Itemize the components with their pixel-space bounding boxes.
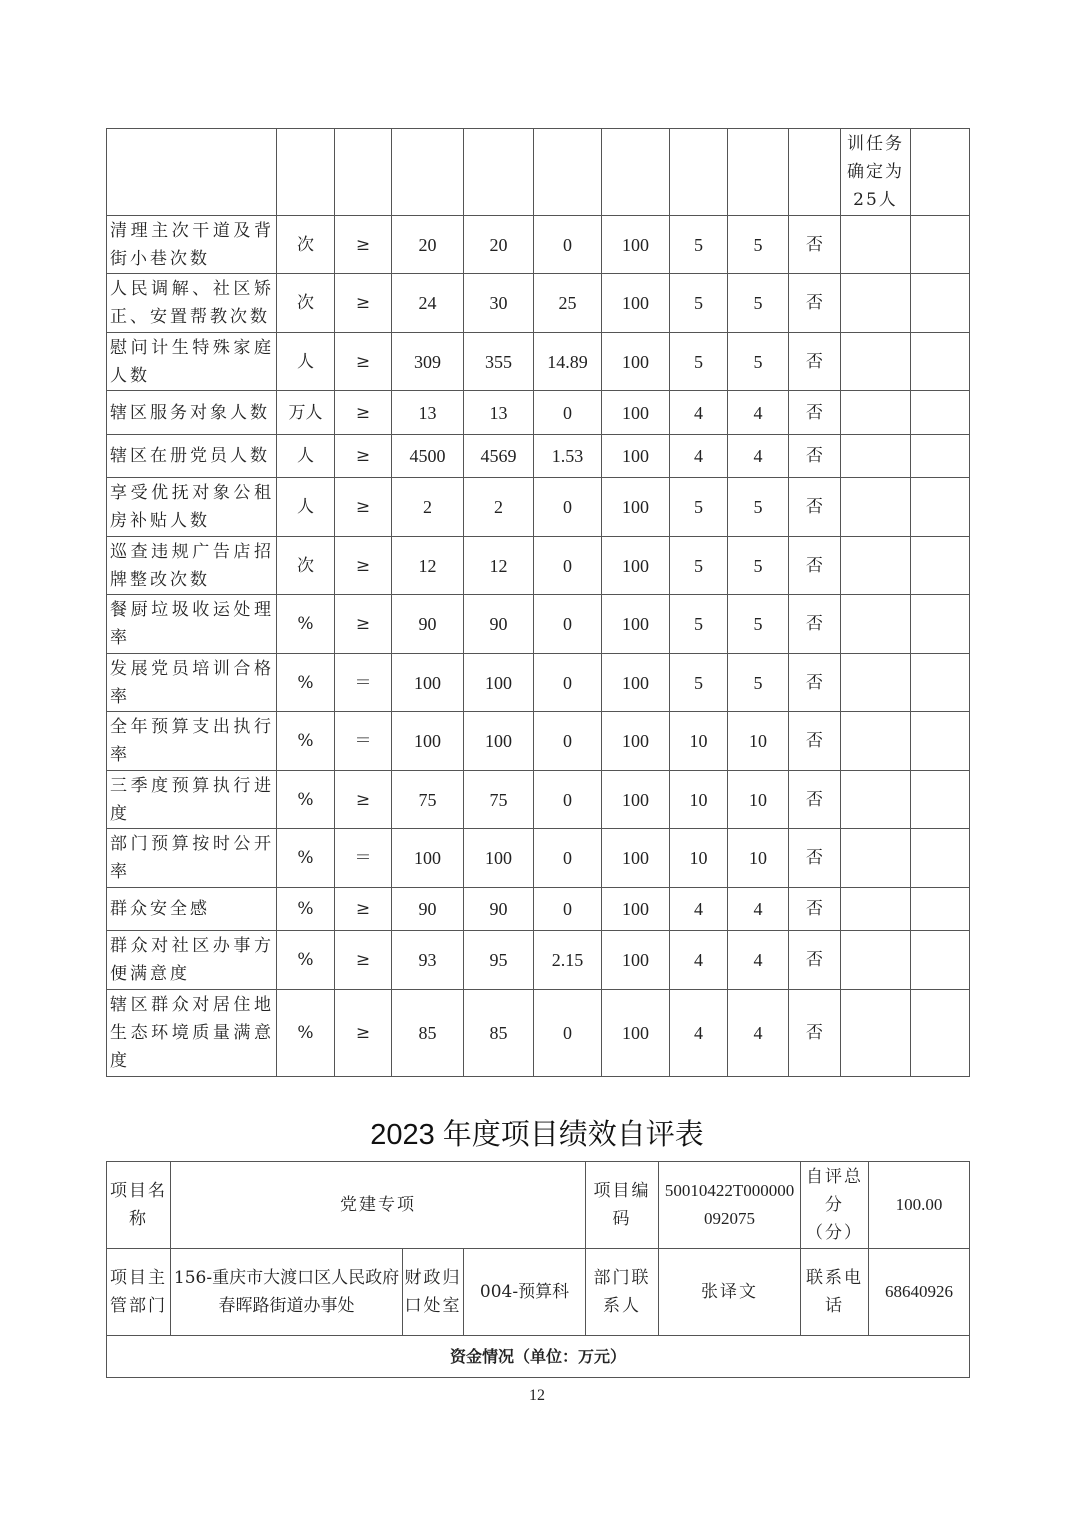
cell-weight: 5 xyxy=(670,537,728,595)
cell-unit: % xyxy=(277,771,335,829)
project-code-value: 50010422T000000092075 xyxy=(659,1162,801,1249)
cell-note: 训任务确定为25人 xyxy=(841,129,911,216)
cell-unit: 次 xyxy=(277,537,335,595)
cell-deviation: 14.89 xyxy=(534,333,602,391)
cell-op: ＝ xyxy=(335,829,392,888)
cell-score: 4 xyxy=(728,888,789,931)
cell-flag: 否 xyxy=(789,391,841,435)
finance-label: 财政归口处室 xyxy=(403,1249,464,1336)
cell-op: ≥ xyxy=(335,595,392,654)
table-row xyxy=(107,391,970,435)
cell-name: 部门预算按时公开率 xyxy=(107,829,277,888)
table-row xyxy=(107,595,970,654)
cell-op: ＝ xyxy=(335,712,392,771)
score-label: 自评总分（分） xyxy=(801,1162,869,1249)
cell-target: 13 xyxy=(392,391,464,435)
phone-value: 68640926 xyxy=(869,1249,970,1336)
cell-deviation: 0 xyxy=(534,888,602,931)
cell-unit: % xyxy=(277,654,335,712)
cell-score: 5 xyxy=(728,333,789,391)
cell-name: 清理主次干道及背街小巷次数 xyxy=(107,216,277,274)
cell-target: 90 xyxy=(392,595,464,654)
cell-deviation: 0 xyxy=(534,990,602,1077)
cell-deviation: 0 xyxy=(534,595,602,654)
cell-weight: 4 xyxy=(670,990,728,1077)
cell-weight: 5 xyxy=(670,216,728,274)
table-row xyxy=(107,712,970,771)
score-value: 100.00 xyxy=(869,1162,970,1249)
cell-rate: 100 xyxy=(602,829,670,888)
cell-target: 75 xyxy=(392,771,464,829)
cell-flag: 否 xyxy=(789,595,841,654)
cell-flag: 否 xyxy=(789,888,841,931)
project-code-label: 项目编码 xyxy=(586,1162,659,1249)
cell-empty xyxy=(841,654,911,712)
cell-actual: 85 xyxy=(464,990,534,1077)
cell-score: 5 xyxy=(728,595,789,654)
cell-name: 群众安全感 xyxy=(107,888,277,931)
cell-empty xyxy=(392,129,464,216)
cell-rate: 100 xyxy=(602,537,670,595)
cell-actual: 95 xyxy=(464,931,534,990)
cell-flag: 否 xyxy=(789,537,841,595)
cell-unit: % xyxy=(277,990,335,1077)
cell-unit: 次 xyxy=(277,274,335,333)
cell-deviation: 0 xyxy=(534,216,602,274)
cell-flag: 否 xyxy=(789,931,841,990)
cell-actual: 20 xyxy=(464,216,534,274)
cell-score: 5 xyxy=(728,654,789,712)
cell-deviation: 0 xyxy=(534,391,602,435)
cell-score: 10 xyxy=(728,712,789,771)
cell-empty xyxy=(911,829,970,888)
table-row xyxy=(107,333,970,391)
cell-unit: 万人 xyxy=(277,391,335,435)
table-row xyxy=(107,829,970,888)
dept-value: 156-重庆市大渡口区人民政府春晖路街道办事处 xyxy=(171,1249,403,1336)
cell-op: ＝ xyxy=(335,654,392,712)
cell-score: 4 xyxy=(728,931,789,990)
project-info-table xyxy=(106,1161,970,1378)
cell-empty xyxy=(602,129,670,216)
cell-empty xyxy=(534,129,602,216)
cell-score: 4 xyxy=(728,435,789,478)
cell-empty xyxy=(841,216,911,274)
cell-rate: 100 xyxy=(602,595,670,654)
cell-rate: 100 xyxy=(602,435,670,478)
cell-weight: 5 xyxy=(670,595,728,654)
cell-flag: 否 xyxy=(789,435,841,478)
cell-target: 100 xyxy=(392,654,464,712)
cell-name: 人民调解、社区矫正、安置帮教次数 xyxy=(107,274,277,333)
cell-op: ≥ xyxy=(335,931,392,990)
cell-weight: 10 xyxy=(670,829,728,888)
cell-actual: 100 xyxy=(464,712,534,771)
cell-actual: 90 xyxy=(464,595,534,654)
cell-name: 餐厨垃圾收运处理率 xyxy=(107,595,277,654)
cell-score: 5 xyxy=(728,478,789,537)
dept-label: 项目主管部门 xyxy=(107,1249,171,1336)
cell-deviation: 0 xyxy=(534,712,602,771)
cell-actual: 2 xyxy=(464,478,534,537)
cell-actual: 4569 xyxy=(464,435,534,478)
contact-value: 张译文 xyxy=(659,1249,801,1336)
cell-empty xyxy=(911,888,970,931)
table-row xyxy=(107,990,970,1077)
funds-heading: 资金情况（单位：万元） xyxy=(107,1336,970,1378)
contact-label: 部门联系人 xyxy=(586,1249,659,1336)
cell-weight: 4 xyxy=(670,931,728,990)
cell-weight: 5 xyxy=(670,274,728,333)
cell-target: 4500 xyxy=(392,435,464,478)
cell-weight: 5 xyxy=(670,333,728,391)
table-row xyxy=(107,216,970,274)
cell-name: 辖区在册党员人数 xyxy=(107,435,277,478)
cell-op: ≥ xyxy=(335,771,392,829)
cell-weight: 4 xyxy=(670,888,728,931)
cell-target: 93 xyxy=(392,931,464,990)
cell-empty xyxy=(670,129,728,216)
cell-target: 20 xyxy=(392,216,464,274)
table-row-partial xyxy=(107,129,970,216)
cell-flag: 否 xyxy=(789,333,841,391)
cell-empty xyxy=(841,888,911,931)
cell-empty xyxy=(911,435,970,478)
cell-target: 100 xyxy=(392,712,464,771)
table-row xyxy=(107,931,970,990)
cell-op: ≥ xyxy=(335,537,392,595)
cell-score: 5 xyxy=(728,537,789,595)
table-row xyxy=(107,274,970,333)
cell-name: 辖区服务对象人数 xyxy=(107,391,277,435)
cell-empty xyxy=(789,129,841,216)
cell-empty xyxy=(911,712,970,771)
cell-score: 10 xyxy=(728,829,789,888)
cell-empty xyxy=(728,129,789,216)
table-row xyxy=(107,654,970,712)
cell-weight: 10 xyxy=(670,712,728,771)
cell-rate: 100 xyxy=(602,216,670,274)
page-number: 12 xyxy=(529,1387,545,1404)
cell-empty xyxy=(911,595,970,654)
cell-target: 100 xyxy=(392,829,464,888)
cell-flag: 否 xyxy=(789,478,841,537)
cell-score: 4 xyxy=(728,990,789,1077)
cell-op: ≥ xyxy=(335,435,392,478)
cell-unit: % xyxy=(277,888,335,931)
cell-weight: 5 xyxy=(670,654,728,712)
cell-rate: 100 xyxy=(602,654,670,712)
cell-name: 群众对社区办事方便满意度 xyxy=(107,931,277,990)
cell-rate: 100 xyxy=(602,888,670,931)
cell-deviation: 0 xyxy=(534,478,602,537)
cell-score: 10 xyxy=(728,771,789,829)
cell-unit: 次 xyxy=(277,216,335,274)
cell-empty xyxy=(911,216,970,274)
table-row xyxy=(107,435,970,478)
table-row xyxy=(107,1336,970,1378)
cell-deviation: 0 xyxy=(534,771,602,829)
cell-flag: 否 xyxy=(789,712,841,771)
cell-flag: 否 xyxy=(789,990,841,1077)
cell-empty xyxy=(464,129,534,216)
cell-name: 三季度预算执行进度 xyxy=(107,771,277,829)
cell-deviation: 0 xyxy=(534,654,602,712)
cell-weight: 10 xyxy=(670,771,728,829)
cell-target: 309 xyxy=(392,333,464,391)
cell-rate: 100 xyxy=(602,333,670,391)
table-row xyxy=(107,478,970,537)
cell-empty xyxy=(841,537,911,595)
cell-actual: 30 xyxy=(464,274,534,333)
cell-name: 慰问计生特殊家庭人数 xyxy=(107,333,277,391)
cell-unit: % xyxy=(277,595,335,654)
cell-empty xyxy=(841,478,911,537)
cell-deviation: 2.15 xyxy=(534,931,602,990)
cell-flag: 否 xyxy=(789,274,841,333)
cell-score: 5 xyxy=(728,274,789,333)
cell-empty xyxy=(911,333,970,391)
cell-actual: 12 xyxy=(464,537,534,595)
cell-empty xyxy=(911,931,970,990)
cell-rate: 100 xyxy=(602,771,670,829)
cell-actual: 13 xyxy=(464,391,534,435)
cell-op: ≥ xyxy=(335,391,392,435)
cell-target: 2 xyxy=(392,478,464,537)
cell-empty xyxy=(911,391,970,435)
cell-name: 巡查违规广告店招牌整改次数 xyxy=(107,537,277,595)
cell-name: 辖区群众对居住地生态环境质量满意度 xyxy=(107,990,277,1077)
cell-empty xyxy=(841,829,911,888)
cell-flag: 否 xyxy=(789,216,841,274)
cell-actual: 355 xyxy=(464,333,534,391)
cell-rate: 100 xyxy=(602,712,670,771)
cell-flag: 否 xyxy=(789,771,841,829)
cell-rate: 100 xyxy=(602,478,670,537)
cell-empty xyxy=(335,129,392,216)
table-row xyxy=(107,537,970,595)
cell-name: 发展党员培训合格率 xyxy=(107,654,277,712)
cell-empty xyxy=(841,274,911,333)
cell-empty xyxy=(911,771,970,829)
cell-name: 享受优抚对象公租房补贴人数 xyxy=(107,478,277,537)
table-row xyxy=(107,888,970,931)
cell-empty xyxy=(841,595,911,654)
cell-empty xyxy=(911,654,970,712)
cell-target: 12 xyxy=(392,537,464,595)
cell-op: ≥ xyxy=(335,216,392,274)
cell-rate: 100 xyxy=(602,990,670,1077)
cell-deviation: 1.53 xyxy=(534,435,602,478)
table-row xyxy=(107,1162,970,1249)
cell-weight: 4 xyxy=(670,391,728,435)
cell-rate: 100 xyxy=(602,391,670,435)
cell-rate: 100 xyxy=(602,931,670,990)
cell-name: 全年预算支出执行率 xyxy=(107,712,277,771)
cell-unit: % xyxy=(277,712,335,771)
cell-empty xyxy=(841,931,911,990)
finance-value: 004-预算科 xyxy=(464,1249,586,1336)
cell-actual: 100 xyxy=(464,829,534,888)
cell-empty xyxy=(911,478,970,537)
indicator-table xyxy=(106,128,970,1077)
cell-op: ≥ xyxy=(335,274,392,333)
cell-op: ≥ xyxy=(335,990,392,1077)
cell-rate: 100 xyxy=(602,274,670,333)
cell-score: 4 xyxy=(728,391,789,435)
cell-unit: 人 xyxy=(277,333,335,391)
cell-op: ≥ xyxy=(335,478,392,537)
cell-target: 85 xyxy=(392,990,464,1077)
cell-weight: 5 xyxy=(670,478,728,537)
cell-flag: 否 xyxy=(789,654,841,712)
cell-unit: % xyxy=(277,829,335,888)
cell-unit: % xyxy=(277,931,335,990)
table-row xyxy=(107,771,970,829)
cell-empty xyxy=(911,274,970,333)
cell-empty xyxy=(841,771,911,829)
cell-weight: 4 xyxy=(670,435,728,478)
cell-empty xyxy=(277,129,335,216)
cell-empty xyxy=(841,712,911,771)
cell-empty xyxy=(841,990,911,1077)
cell-deviation: 25 xyxy=(534,274,602,333)
cell-empty xyxy=(911,129,970,216)
cell-actual: 75 xyxy=(464,771,534,829)
cell-deviation: 0 xyxy=(534,829,602,888)
cell-deviation: 0 xyxy=(534,537,602,595)
project-name-value: 党建专项 xyxy=(171,1162,586,1249)
section-title: 2023 年度项目绩效自评表 xyxy=(370,1119,704,1151)
cell-score: 5 xyxy=(728,216,789,274)
project-name-label: 项目名称 xyxy=(107,1162,171,1249)
cell-target: 90 xyxy=(392,888,464,931)
cell-empty xyxy=(841,435,911,478)
cell-unit: 人 xyxy=(277,435,335,478)
cell-target: 24 xyxy=(392,274,464,333)
cell-flag: 否 xyxy=(789,829,841,888)
cell-unit: 人 xyxy=(277,478,335,537)
phone-label: 联系电话 xyxy=(801,1249,869,1336)
cell-empty xyxy=(841,333,911,391)
table-row xyxy=(107,1249,970,1336)
cell-actual: 100 xyxy=(464,654,534,712)
cell-empty xyxy=(107,129,277,216)
cell-empty xyxy=(841,391,911,435)
cell-op: ≥ xyxy=(335,333,392,391)
cell-actual: 90 xyxy=(464,888,534,931)
cell-op: ≥ xyxy=(335,888,392,931)
cell-empty xyxy=(911,537,970,595)
cell-empty xyxy=(911,990,970,1077)
